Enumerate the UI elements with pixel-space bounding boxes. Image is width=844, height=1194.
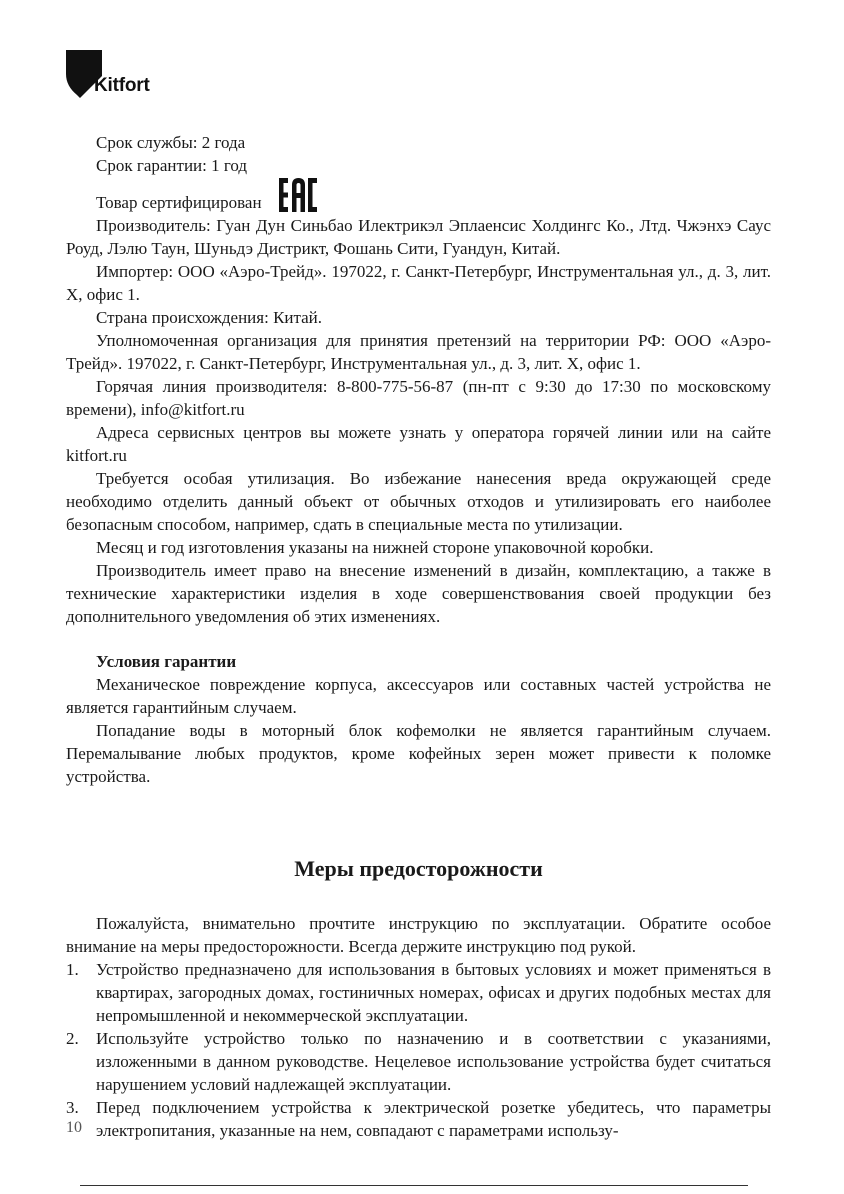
- list-item-number: 1.: [66, 960, 79, 979]
- page-content: [66, 131, 771, 1142]
- claims-paragraph: Уполномоченная организация для принятия претензий на территории РФ: ООО «Аэро-Трейд». 197022, г. Санкт-Петербург, Инструментальная ул., д. 3, лит. Х, офис 1.: [66, 331, 771, 373]
- warranty-paragraph: Механическое повреждение корпуса, аксессуаров или составных частей устройства не является гарантийным случаем.: [66, 675, 771, 717]
- manufacturer-paragraph: Производитель: Гуан Дун Синьбао Илектрикэл Эплаенсис Холдингс Ко., Лтд. Чжэнхэ Саус Роуд, Лэлю Таун, Шуньдэ Дистрикт, Фошань Сити, Гуандун, Китай.: [66, 216, 771, 258]
- service-life: Срок службы: 2 года: [96, 133, 246, 152]
- certification-text: Товар сертифицирован: [96, 193, 262, 212]
- list-item-text: Устройство предназначено для использования в бытовых условиях и может применяться в квартирах, загородных домах, гостиничных номерах, офисах и других подобных местах для непромышленной и некоммерческой эксплуатации.: [96, 960, 771, 1025]
- warranty-period: Срок гарантии: 1 год: [96, 156, 248, 175]
- warranty-paragraph: Попадание воды в моторный блок кофемолки не является гарантийным случаем. Перемалывание любых продуктов, кроме кофейных зерен может привести к поломке устройства.: [66, 721, 771, 786]
- list-item: [66, 958, 771, 1027]
- eac-mark-icon: [278, 177, 318, 213]
- certification-row: [66, 177, 771, 214]
- list-item: [66, 1027, 771, 1096]
- importer-paragraph: Импортер: ООО «Аэро-Трейд». 197022, г. Санкт-Петербург, Инструментальная ул., д. 3, лит. Х, офис 1.: [66, 262, 771, 304]
- warranty-conditions-heading: Условия гарантии: [96, 652, 237, 671]
- manufacture-date-paragraph: Месяц и год изготовления указаны на нижней стороне упаковочной коробки.: [96, 538, 654, 557]
- page-number: 10: [66, 1119, 82, 1136]
- origin-paragraph: Страна происхождения: Китай.: [96, 308, 323, 327]
- list-item-text: Используйте устройство только по назначению и в соответствии с указаниями, изложенными в данном руководстве. Нецелевое использование устройства будет считаться нарушением условий надлежащей эксплуатации.: [96, 1029, 771, 1094]
- bottom-divider: [80, 1185, 748, 1186]
- disposal-paragraph: Требуется особая утилизация. Во избежание нанесения вреда окружающей среде необходимо отделить данный объект от обычных отходов и утилизировать его наиболее безопасным способом, например, сдать в специальные места по утилизации.: [66, 469, 771, 534]
- precautions-list: [66, 958, 771, 1142]
- kitfort-logo: [66, 50, 158, 98]
- hotline-paragraph: Горячая линия производителя: 8-800-775-56-87 (пн-пт с 9:30 до 17:30 по московскому времени), info@kitfort.ru: [66, 377, 771, 419]
- list-item: [66, 1096, 771, 1142]
- service-centers-paragraph: Адреса сервисных центров вы можете узнать у оператора горячей линии или на сайте kitfort.ru: [66, 423, 771, 465]
- changes-paragraph: Производитель имеет право на внесение изменений в дизайн, комплектацию, а также в технические характеристики изделия в ходе совершенствования своей продукции без дополнительного уведомления об этих изменениях.: [66, 561, 771, 626]
- list-item-number: 2.: [66, 1029, 79, 1048]
- list-item-text: Перед подключением устройства к электрической розетке убедитесь, что параметры электропитания, указанные на нем, совпадают с параметрами использу-: [96, 1098, 771, 1140]
- precautions-intro: Пожалуйста, внимательно прочтите инструкцию по эксплуатации. Обратите особое внимание на меры предосторожности. Всегда держите инструкцию под рукой.: [66, 914, 771, 956]
- list-item-number: 3.: [66, 1098, 79, 1117]
- precautions-title: Меры предосторожности: [294, 856, 543, 881]
- logo-text: Kitfort: [94, 75, 150, 96]
